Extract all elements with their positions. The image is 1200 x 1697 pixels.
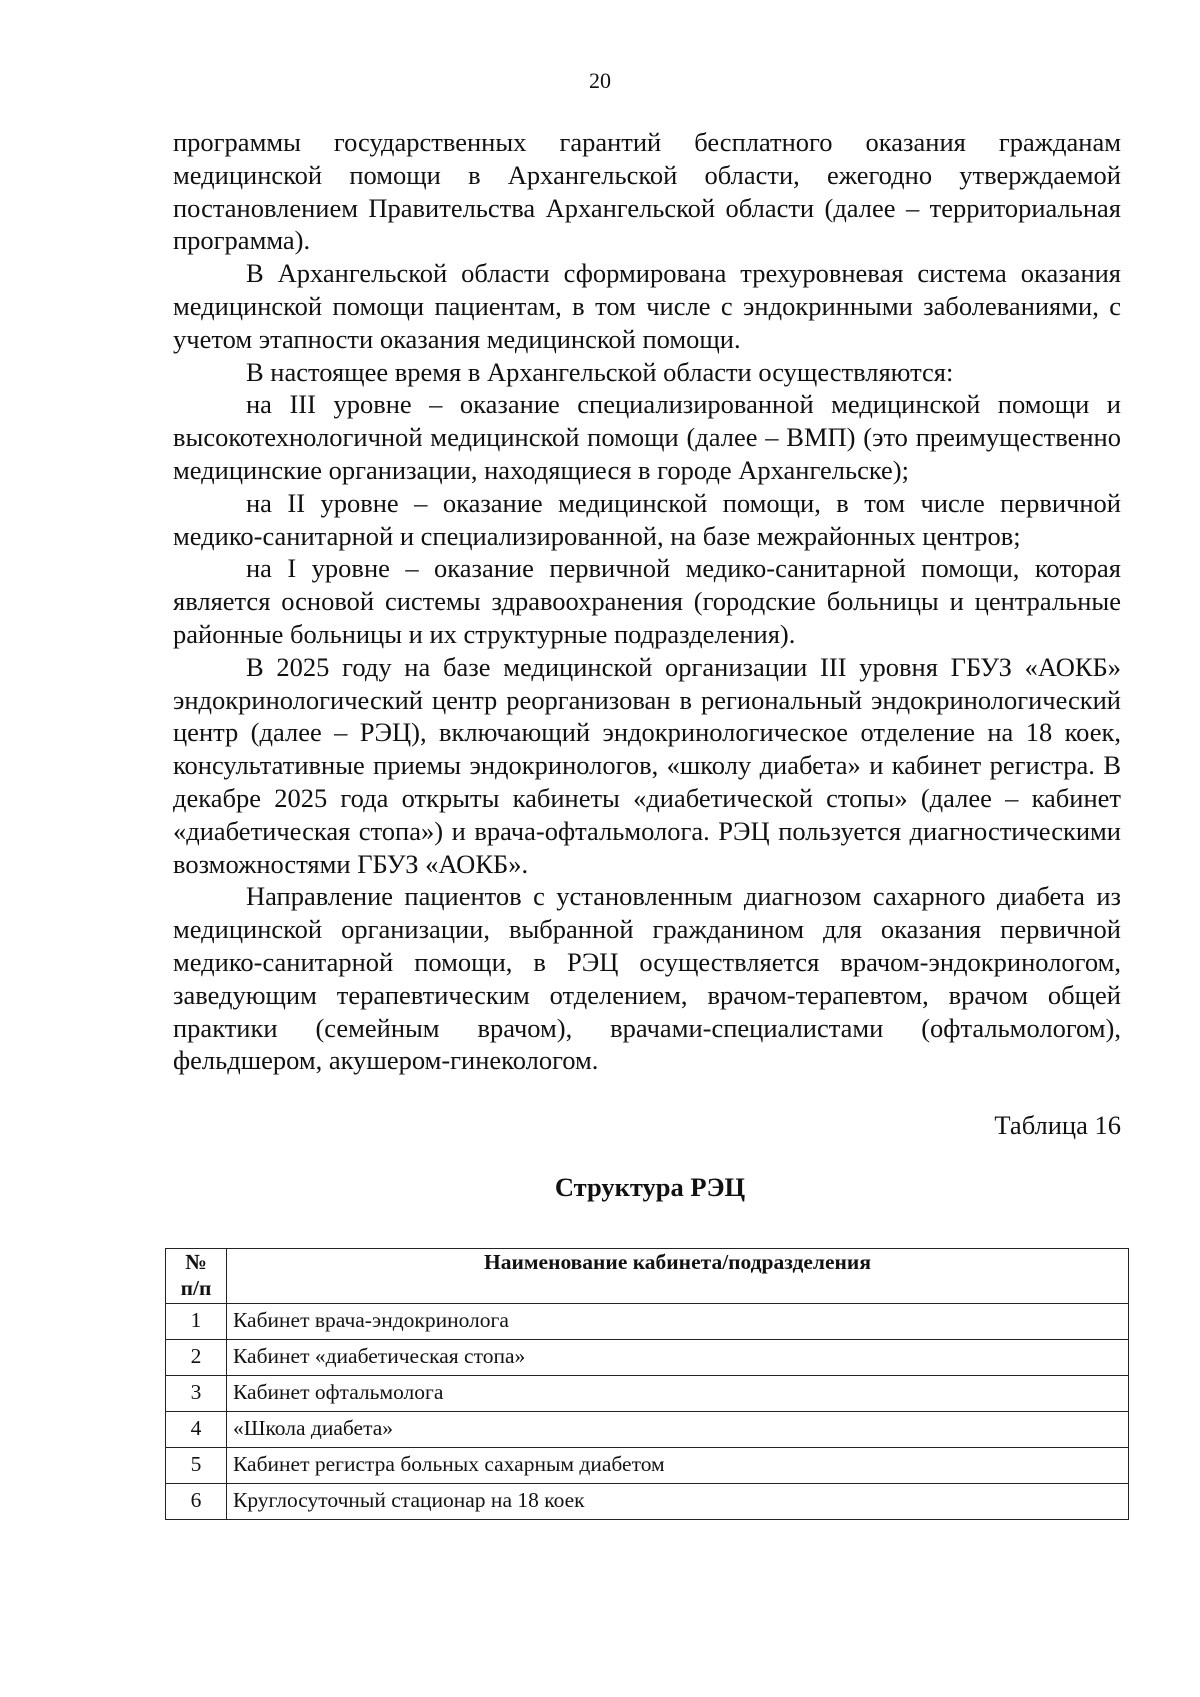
paragraph: В Архангельской области сформирована трехуровневая система оказания медицинской помощи пациентам, в том числе с эндокринными заболеваниями, с учетом этапности оказания медицинской помощи. bbox=[173, 258, 1121, 354]
row-number: 4 bbox=[166, 1412, 227, 1448]
row-name: Кабинет врача-эндокринолога bbox=[227, 1304, 1129, 1340]
row-name: Кабинет регистра больных сахарным диабетом bbox=[227, 1448, 1129, 1484]
table-header-row bbox=[166, 1249, 1129, 1304]
table-row bbox=[166, 1484, 1129, 1520]
structure-table bbox=[165, 1248, 1129, 1520]
header-number bbox=[166, 1249, 227, 1304]
header-number-symbol: № bbox=[185, 1250, 207, 1274]
paragraph: на I уровне – оказание первичной медико-санитарной помощи, которая является основой системы здравоохранения (городские больницы и центральные районные больницы и их структурные подразделения). bbox=[173, 553, 1121, 649]
document-body bbox=[173, 126, 1121, 1077]
page-number: 20 bbox=[589, 68, 611, 93]
paragraph: на III уровне – оказание специализированной медицинской помощи и высокотехнологичной медицинской помощи (далее – ВМП) (это преимущественно медицинские организации, находящиеся в городе Архангельске); bbox=[173, 389, 1121, 485]
paragraph: Направление пациентов с установленным диагнозом сахарного диабета из медицинской организации, выбранной гражданином для оказания первичной медико-санитарной помощи, в РЭЦ осуществляется врачом-эндокринологом, заведующим терапевтическим отделением, врачом-терапевтом, врачом общей практики (семейным врачом), врачами-специалистами (офтальмологом), фельдшером, акушером-гинекологом. bbox=[173, 881, 1121, 1076]
row-number: 6 bbox=[166, 1484, 227, 1520]
row-name: Кабинет офтальмолога bbox=[227, 1376, 1129, 1412]
paragraph: В настоящее время в Архангельской области осуществляются: bbox=[246, 356, 954, 387]
row-number: 2 bbox=[166, 1340, 227, 1376]
header-number-abbr: п/п bbox=[180, 1276, 212, 1300]
table-row bbox=[166, 1340, 1129, 1376]
header-name: Наименование кабинета/подразделения bbox=[227, 1249, 1129, 1304]
row-number: 5 bbox=[166, 1448, 227, 1484]
table-caption: Таблица 16 bbox=[994, 1110, 1121, 1140]
table-row bbox=[166, 1412, 1129, 1448]
row-name: Кабинет «диабетическая стопа» bbox=[227, 1340, 1129, 1376]
table-row bbox=[166, 1304, 1129, 1340]
row-number: 1 bbox=[166, 1304, 227, 1340]
paragraph: В 2025 году на базе медицинской организации III уровня ГБУЗ «АОКБ» эндокринологический центр реорганизован в региональный эндокринологический центр (далее – РЭЦ), включающий эндокринологическое отделение на 18 коек, консультативные приемы эндокринологов, «школу диабета» и кабинет регистра. В декабре 2025 года открыты кабинеты «диабетической стопы» (далее – кабинет «диабетическая стопа») и врача-офтальмолога. РЭЦ пользуется диагностическими возможностями ГБУЗ «АОКБ». bbox=[173, 651, 1121, 879]
row-name: Круглосуточный стационар на 18 коек bbox=[227, 1484, 1129, 1520]
paragraph: на II уровне – оказание медицинской помощи, в том числе первичной медико-санитарной и специализированной, на базе межрайонных центров; bbox=[173, 487, 1121, 551]
paragraph: программы государственных гарантий бесплатного оказания гражданам медицинской помощи в Архангельской области, ежегодно утверждаемой постановлением Правительства Архангельской области (далее – территориальная программа). bbox=[173, 127, 1121, 256]
row-number: 3 bbox=[166, 1376, 227, 1412]
table-row bbox=[166, 1448, 1129, 1484]
row-name: «Школа диабета» bbox=[227, 1412, 1129, 1448]
table-row bbox=[166, 1376, 1129, 1412]
table-title: Структура РЭЦ bbox=[554, 1172, 746, 1202]
